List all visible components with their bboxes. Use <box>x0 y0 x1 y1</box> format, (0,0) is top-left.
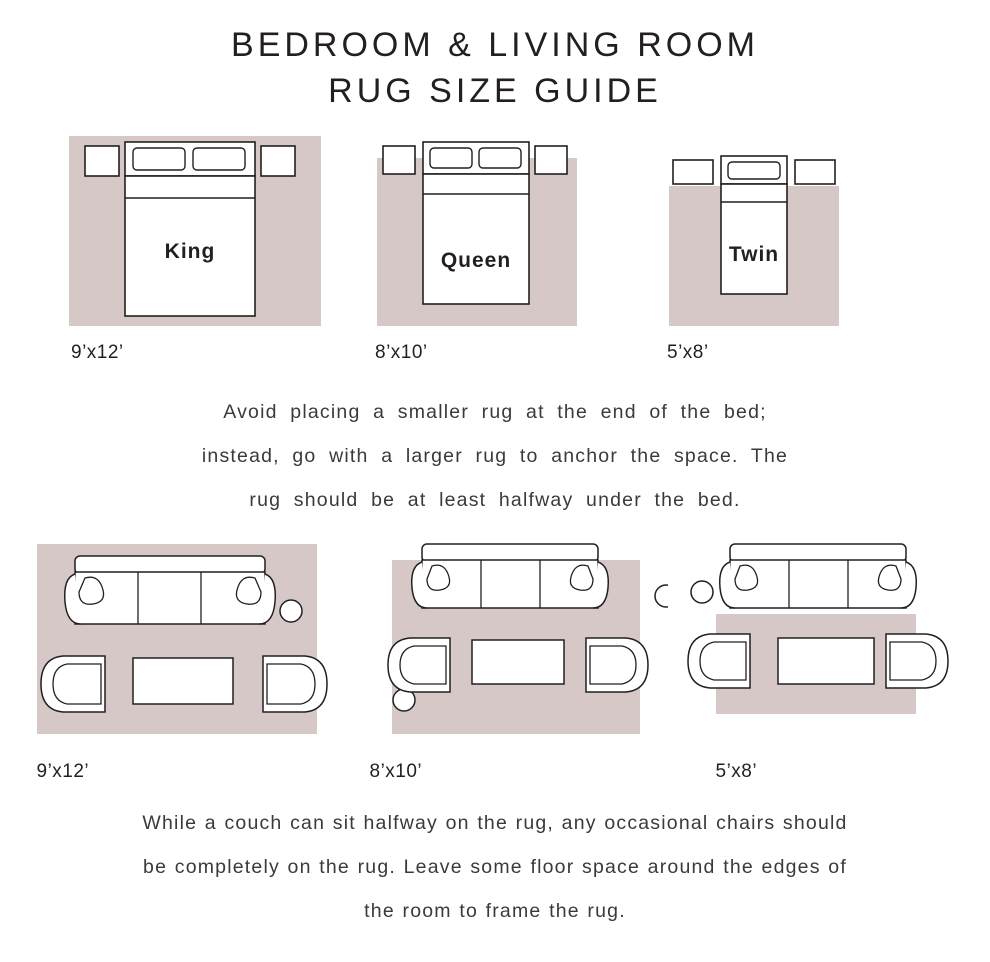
pillow-left <box>133 148 185 170</box>
armchair-left-seat <box>700 642 746 680</box>
armchair-right-seat <box>590 646 636 684</box>
twin-rug-size-caption: 5’x8’ <box>667 342 709 363</box>
bedroom-note-line-3: rug should be at least halfway under the bed. <box>249 489 741 511</box>
page-title-line-1: BEDROOM & LIVING ROOM <box>231 26 759 64</box>
armchair-left-seat <box>400 646 446 684</box>
bedroom-note-line-2: instead, go with a larger rug to anchor the space. The <box>201 445 789 467</box>
living-room-note-line-2: be completely on the rug. Leave some floor space around the edges of <box>143 856 847 878</box>
living-room-note <box>65 801 925 933</box>
bedroom-diagram-twin <box>655 132 925 364</box>
bedroom-diagram-row <box>0 132 990 364</box>
side-table-round-top <box>655 585 668 607</box>
living-room-9x12-rug-size-caption: 9’x12’ <box>36 761 90 782</box>
pillow-left <box>430 148 472 168</box>
queen-label: Queen <box>440 249 512 272</box>
bedroom-note-line-1: Avoid placing a smaller rug at the end of the bed; <box>223 401 767 423</box>
nightstand-left <box>673 160 713 184</box>
living-room-diagram-8x10 <box>348 536 668 783</box>
page-title <box>0 0 990 114</box>
living-room-diagram-row <box>0 536 990 783</box>
living-room-note-line-3: the room to frame the rug. <box>364 900 626 922</box>
armchair-right-seat <box>890 642 936 680</box>
living-room-note-line-1: While a couch can sit halfway on the rug, any occasional chairs should <box>142 812 848 834</box>
pillow-right <box>479 148 521 168</box>
coffee-table <box>778 638 874 684</box>
nightstand-right <box>535 146 567 174</box>
side-table-round <box>691 581 713 603</box>
bedroom-note <box>65 390 925 522</box>
armchair-left-seat <box>53 664 101 704</box>
living-room-5x8-rug-size-caption: 5’x8’ <box>715 761 758 782</box>
living-room-5x8-illustration <box>668 536 968 751</box>
living-room-8x10-illustration <box>348 536 668 751</box>
nightstand-right <box>261 146 295 176</box>
coffee-table <box>472 640 564 684</box>
king-rug-size-caption: 9’x12’ <box>71 342 124 363</box>
nightstand-right <box>795 160 835 184</box>
side-table-round <box>280 600 302 622</box>
twin-mattress <box>721 184 787 294</box>
king-bed-illustration <box>65 132 365 332</box>
twin-bed-illustration <box>655 132 925 332</box>
twin-label: Twin <box>728 243 780 266</box>
armchair-right-seat <box>267 664 315 704</box>
queen-rug-size-caption: 8’x10’ <box>375 342 428 363</box>
queen-bed-illustration <box>365 132 655 332</box>
bedroom-diagram-king <box>65 132 365 364</box>
king-label: King <box>164 240 216 263</box>
pillow-right <box>193 148 245 170</box>
living-room-diagram-5x8 <box>668 536 968 783</box>
living-room-diagram-9x12 <box>23 536 348 783</box>
bedroom-diagram-queen <box>365 132 655 364</box>
pillow <box>728 162 780 179</box>
coffee-table <box>133 658 233 704</box>
living-room-8x10-rug-size-caption: 8’x10’ <box>369 761 423 782</box>
nightstand-left <box>383 146 415 174</box>
page-title-line-2: RUG SIZE GUIDE <box>328 72 662 110</box>
living-room-9x12-illustration <box>23 536 348 751</box>
nightstand-left <box>85 146 119 176</box>
